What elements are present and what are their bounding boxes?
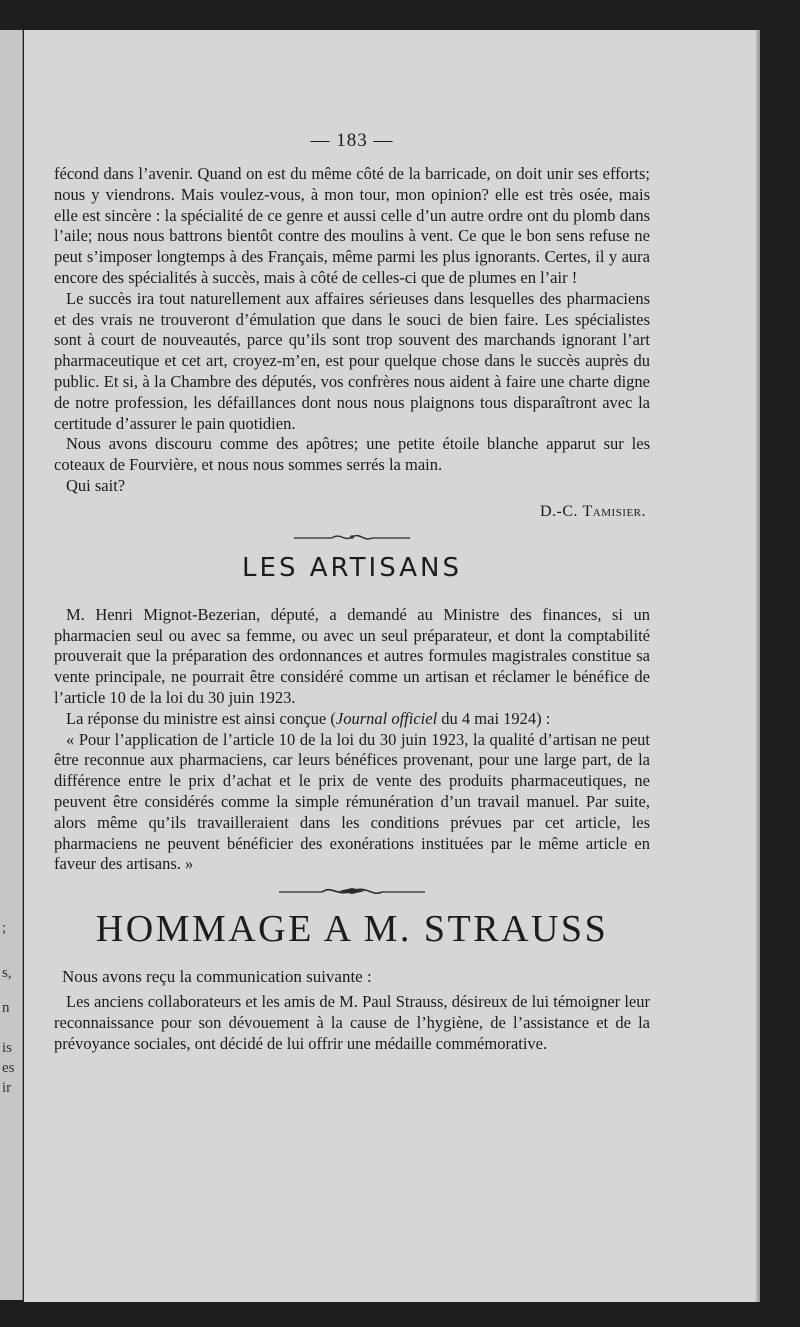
text-run: La réponse du ministre est ainsi conçue ( (66, 708, 336, 728)
quotation-paragraph: « Pour l’application de l’article 10 de la loi du 30 juin 1923, la qualité d’artisan ne peut être reconnue aux pharmaciens, car leurs bénéfices provenant, pour une large part, de la différence entre le prix d’achat et le prix de vente des produits pharmaceutiques, ne peuvent être considérés comme la simple rémunération d’un travail manuel. Par suite, alors même qu’ils travailleraient dans les conditions prévues par cet article, les pharmaciens ne peuvent bénéficier des exonérations instituées par le même article en faveur des artisans. » (54, 729, 650, 874)
paragraph: Les anciens collaborateurs et les amis de M. Paul Strauss, désireux de lui témoigner leur reconnaissance pour son dévouement à la cause de l’hygiène, de l’assistance et de la prévoyance sociales, ont décidé de lui offrir une médaille commémorative. (54, 991, 650, 1053)
article-continuation (54, 164, 650, 521)
text-run: du 4 mai 1924) : (437, 708, 551, 728)
margin-fragment: es (2, 1060, 15, 1076)
previous-page-edge (0, 30, 23, 1300)
signature (54, 503, 650, 521)
margin-fragment: s, (2, 965, 12, 981)
paragraph: M. Henri Mignot-Bezerian, député, a demandé au Ministre des finances, si un pharmacien seul ou avec sa femme, ou avec un seul préparateur, et dont la comptabilité prouverait que la préparation des ordonnances et autres formules magistrales constitue sa vente principale, ne pourrait être considéré comme un artisan et réclamer le bénéfice de l’article 10 de la loi du 30 juin 1923. (54, 604, 650, 707)
paragraph (54, 709, 650, 730)
margin-fragment: is (2, 1040, 13, 1056)
ornament-divider-icon (292, 531, 412, 543)
margin-fragment: ; (2, 920, 7, 936)
paragraph: Le succès ira tout naturellement aux affaires sérieuses dans lesquelles des pharmaciens et des vrais ne trouveront d’émulation que dans le souci de bien faire. Les spécialistes sont à court de nouveautés, parce qu’ils sont trop souvent des marchands ignorant l’art pharmaceutique et cet art, croyez-m’en, est pour quelque chose dans le succès auprès du public. Et si, à la Chambre des députés, vos confrères nous aident à faire une charte digne de notre profession, les défaillances dont nous nous plaignons tous disparaîtront avec la certitude d’assurer le pain quotidien. (54, 288, 650, 433)
section-title: HOMMAGE A M. STRAUSS (95, 908, 609, 951)
ornament-divider-icon (277, 885, 427, 897)
journal-title: Journal officiel (335, 708, 438, 728)
article-hommage (54, 907, 650, 1054)
margin-fragment: ir (2, 1080, 12, 1096)
page-number: — 183 — (310, 130, 394, 151)
section-title: LES ARTISANS (242, 552, 462, 583)
page-content (54, 130, 650, 1054)
paragraph: Nous avons discouru comme des apôtres; une petite étoile blanche apparut sur les coteaux de Fourvière, et nous nous sommes serrés la main. (54, 434, 650, 475)
paragraph: fécond dans l’avenir. Quand on est du même côté de la barricade, on doit unir ses efforts; nous y viendrons. Mais voulez-vous, à mon tour, mon opinion? elle est très osée, mais elle est sincère : la spécialité de ce genre et aussi celle d’un autre ordre ont du plomb dans l’aile; nous nous battrons bientôt contre des moulins à vent. Ce que le bon sens refuse ne peut s’imposer longtemps à des Français, même parmi les plus ignorants. Certes, il y aura encore des spécialités à succès, mais à côté de celles-ci que de plumes en l’air ! (54, 164, 650, 287)
intro-line: Nous avons reçu la communication suivante : (62, 967, 372, 987)
document-page (24, 30, 756, 1302)
signature-initials: D.-C. (539, 502, 578, 520)
margin-fragment: n (2, 1000, 10, 1016)
paragraph: Qui sait? (66, 475, 126, 495)
article-artisans (54, 553, 650, 875)
signature-name: Tamisier. (582, 502, 646, 520)
